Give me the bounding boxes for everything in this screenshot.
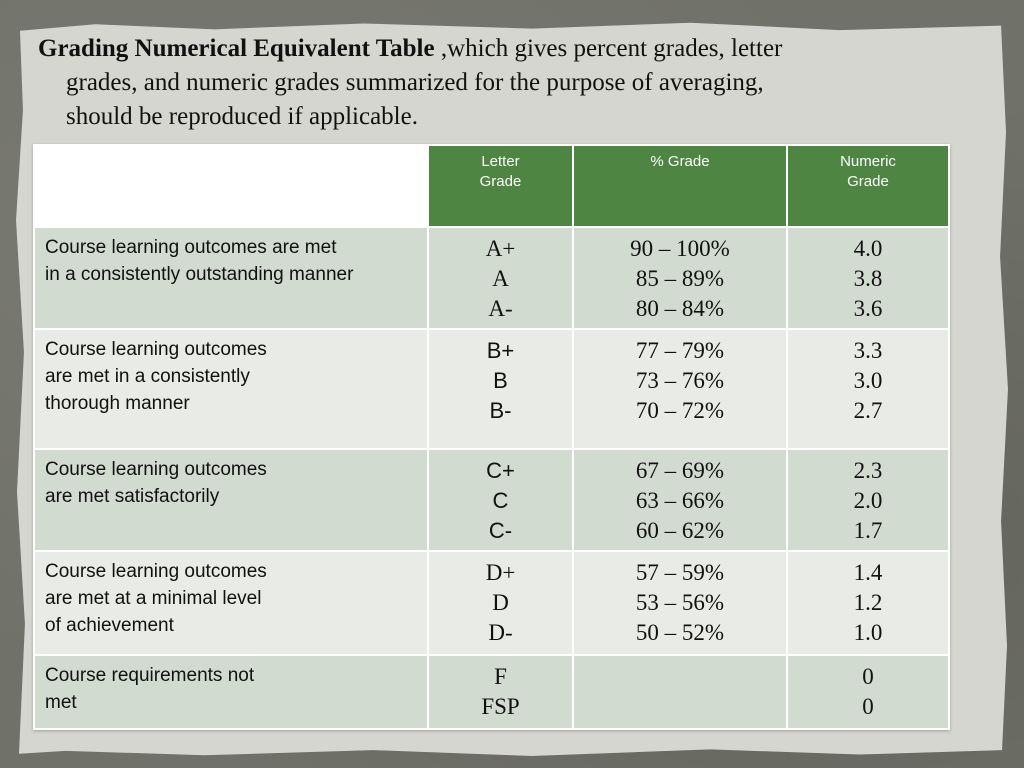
row-description bbox=[34, 551, 428, 655]
header-letter-line1: Letter bbox=[481, 153, 520, 170]
numeric-grade: 1.0 bbox=[853, 620, 883, 645]
letter-grade-cell bbox=[428, 329, 573, 449]
desc-line: Course learning outcomes bbox=[45, 339, 267, 360]
numeric-grade: 2.0 bbox=[853, 488, 883, 513]
header-numeric-line1: Numeric bbox=[840, 153, 896, 170]
numeric-grade-cell bbox=[787, 227, 949, 329]
letter-grade: D- bbox=[488, 620, 513, 645]
heading-text-line2: grades, and numeric grades summarized for the purpose of averaging, bbox=[66, 69, 764, 96]
desc-line: are met in a consistently bbox=[45, 366, 250, 387]
letter-grade: A+ bbox=[485, 236, 516, 261]
row-description bbox=[34, 449, 428, 551]
percent-grade-cell bbox=[573, 655, 787, 729]
letter-grade: FSP bbox=[481, 694, 520, 719]
percent-grade-cell bbox=[573, 329, 787, 449]
letter-grade-cell bbox=[428, 551, 573, 655]
desc-line: of achievement bbox=[45, 615, 174, 636]
numeric-grade: 3.6 bbox=[853, 296, 883, 321]
numeric-grade: 0 bbox=[862, 694, 874, 719]
header-blank-cell bbox=[34, 145, 428, 227]
letter-grade: D+ bbox=[485, 560, 516, 585]
letter-grade: D bbox=[492, 590, 509, 615]
header-percent-line1: % Grade bbox=[650, 153, 710, 170]
percent-range: 73 – 76% bbox=[635, 368, 725, 393]
slide-heading bbox=[38, 32, 968, 134]
grading-equivalent-table bbox=[33, 144, 950, 730]
percent-range: 85 – 89% bbox=[635, 266, 725, 291]
percent-range: 77 – 79% bbox=[635, 338, 725, 363]
desc-line: Course learning outcomes bbox=[45, 561, 267, 582]
letter-grade: A- bbox=[488, 296, 513, 321]
numeric-grade-cell bbox=[787, 329, 949, 449]
desc-line: Course requirements not bbox=[45, 665, 255, 686]
table-row bbox=[34, 551, 949, 655]
numeric-grade: 2.3 bbox=[853, 458, 883, 483]
percent-range: 67 – 69% bbox=[635, 458, 725, 483]
row-description bbox=[34, 227, 428, 329]
numeric-grade: 1.2 bbox=[853, 590, 883, 615]
percent-range: 70 – 72% bbox=[635, 398, 725, 423]
letter-grade: B- bbox=[489, 398, 512, 423]
header-numeric-line2: Grade bbox=[847, 173, 889, 190]
numeric-grade: 2.7 bbox=[853, 398, 883, 423]
numeric-grade: 3.3 bbox=[853, 338, 883, 363]
desc-line: are met satisfactorily bbox=[45, 486, 220, 507]
heading-text-line3: should be reproduced if applicable. bbox=[66, 103, 418, 130]
table-row bbox=[34, 655, 949, 729]
heading-bold-title: Grading Numerical Equivalent Table bbox=[38, 35, 435, 62]
header-letter-grade bbox=[428, 145, 573, 227]
percent-range: 63 – 66% bbox=[635, 488, 725, 513]
numeric-grade: 3.0 bbox=[853, 368, 883, 393]
letter-grade: A bbox=[492, 266, 509, 291]
heading-text-line1: ,which gives percent grades, letter bbox=[434, 35, 783, 62]
header-letter-line2: Grade bbox=[479, 173, 522, 190]
percent-grade-cell bbox=[573, 551, 787, 655]
percent-grade-cell bbox=[573, 227, 787, 329]
letter-grade: C- bbox=[488, 518, 513, 543]
letter-grade: C+ bbox=[486, 458, 515, 483]
row-description bbox=[34, 329, 428, 449]
numeric-grade-cell bbox=[787, 551, 949, 655]
numeric-grade: 4.0 bbox=[853, 236, 883, 261]
desc-line: Course learning outcomes bbox=[45, 459, 267, 480]
desc-line: met bbox=[45, 692, 77, 713]
desc-line: thorough manner bbox=[45, 393, 190, 414]
table-row bbox=[34, 329, 949, 449]
desc-line: are met at a minimal level bbox=[45, 588, 262, 609]
letter-grade: B+ bbox=[486, 338, 515, 363]
table-row bbox=[34, 227, 949, 329]
numeric-grade: 3.8 bbox=[853, 266, 883, 291]
numeric-grade: 1.4 bbox=[853, 560, 883, 585]
percent-range: 90 – 100% bbox=[630, 236, 730, 261]
desc-line: in a consistently outstanding manner bbox=[45, 264, 354, 285]
desc-line: Course learning outcomes are met bbox=[45, 237, 337, 258]
letter-grade: C bbox=[492, 488, 509, 513]
letter-grade-cell bbox=[428, 227, 573, 329]
row-description bbox=[34, 655, 428, 729]
numeric-grade: 1.7 bbox=[853, 518, 883, 543]
percent-range: 50 – 52% bbox=[635, 620, 725, 645]
percent-range: 60 – 62% bbox=[635, 518, 725, 543]
letter-grade-cell bbox=[428, 655, 573, 729]
numeric-grade: 0 bbox=[862, 664, 874, 689]
numeric-grade-cell bbox=[787, 449, 949, 551]
letter-grade-cell bbox=[428, 449, 573, 551]
letter-grade: F bbox=[494, 664, 507, 689]
percent-grade-cell bbox=[573, 449, 787, 551]
percent-range: 57 – 59% bbox=[635, 560, 725, 585]
header-numeric-grade bbox=[787, 145, 949, 227]
numeric-grade-cell bbox=[787, 655, 949, 729]
percent-range: 80 – 84% bbox=[635, 296, 725, 321]
table-row bbox=[34, 449, 949, 551]
table-header-row bbox=[34, 145, 949, 227]
letter-grade: B bbox=[493, 368, 508, 393]
percent-range: 53 – 56% bbox=[635, 590, 725, 615]
header-percent-grade bbox=[573, 145, 787, 227]
